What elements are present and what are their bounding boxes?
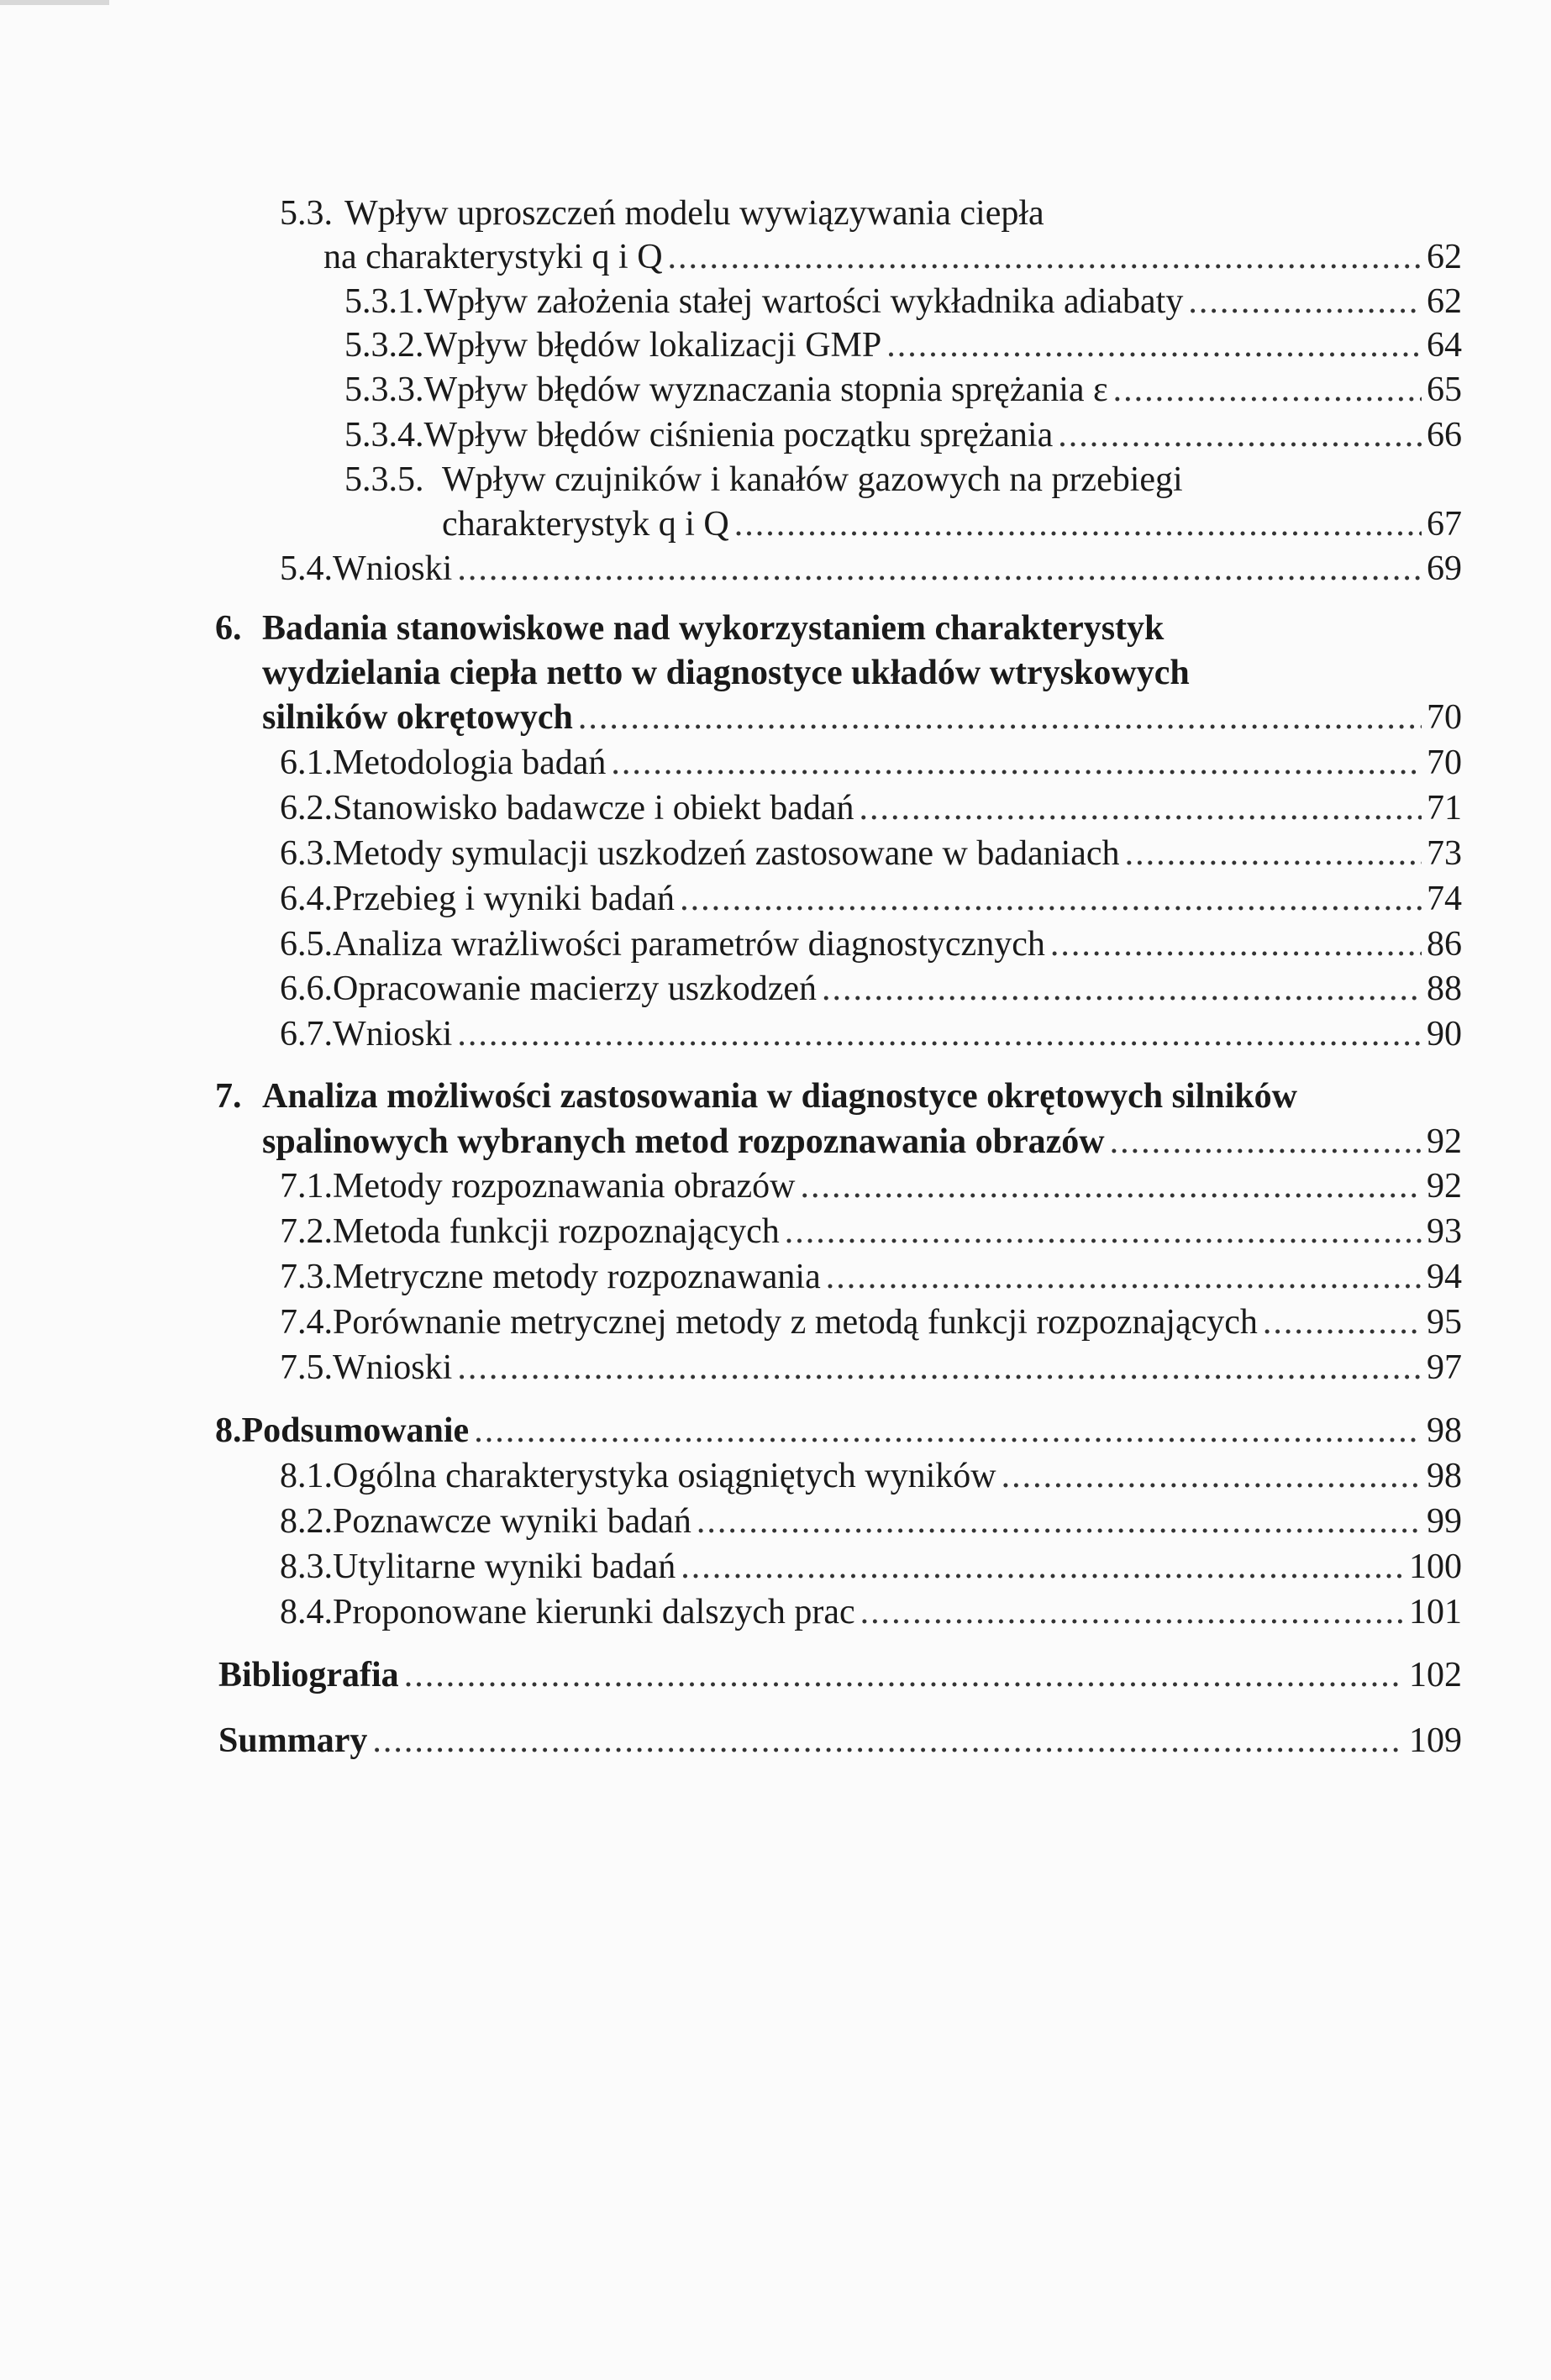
toc-entry-title: Stanowisko badawcze i obiekt badań [333,789,854,827]
toc-entry-title: Wpływ błędów wyznaczania stopnia sprężania ε [423,370,1108,409]
toc-entry-number: 5.3.4. [344,416,424,454]
toc-entry-number: 5.4. [280,549,333,588]
toc-entry-page: 71 [1427,789,1462,827]
toc-entry-page: 92 [1427,1122,1462,1161]
dot-leader [578,696,1422,739]
toc-entry-number: 6.1. [280,743,333,782]
toc-entry-title: Porównanie metrycznej metody z metodą funkcji rozpoznających [333,1303,1258,1342]
toc-entry [280,1300,1462,1344]
toc-entry-number: 5.3.1. [344,282,424,321]
toc-entry-title: Metryczne metody rozpoznawania [333,1258,821,1296]
toc-entry [344,280,1462,323]
toc-entry-number: 5.3.2. [344,326,424,365]
toc-entry-number: 6.3. [280,834,333,873]
toc-entry-number: 6.6. [280,969,333,1008]
toc-entry-page: 100 [1409,1547,1462,1586]
dot-leader [800,1164,1422,1208]
toc-entry [280,1500,1462,1543]
toc-entry-title: charakterystyk q i Q [442,505,729,544]
toc-entry-number: 7.5. [280,1348,333,1387]
toc-entry-page: 90 [1427,1015,1462,1053]
dot-leader [1113,368,1422,412]
toc-entry [280,1255,1462,1299]
toc-entry-number: 6.7. [280,1015,333,1053]
toc-entry [280,786,1462,830]
toc-entry-number: 8.1. [280,1457,333,1495]
dot-leader [668,235,1422,279]
toc-entry-title: Metody symulacji uszkodzeń zastosowane w badaniach [333,834,1120,873]
dot-leader [681,1545,1404,1589]
dot-leader [822,967,1422,1011]
toc-entry-number: 8. [215,1411,242,1450]
toc-entry [280,832,1462,875]
toc-entry [262,651,1462,695]
toc-entry-page: 67 [1427,505,1462,544]
dot-leader [1058,413,1422,457]
toc-entry-page: 88 [1427,969,1462,1008]
toc-entry-title: Wpływ błędów ciśnienia początku sprężania [423,416,1054,454]
toc-entry [280,741,1462,785]
toc-entry [442,502,1462,546]
toc-entry [280,1012,1462,1056]
toc-entry [280,967,1462,1011]
toc-entry-page: 93 [1427,1212,1462,1251]
toc-entry-number: 6.5. [280,925,333,964]
toc-entry [218,1719,1462,1763]
toc-entry-page: 74 [1427,880,1462,918]
dot-leader [404,1653,1404,1697]
toc-entry-title: Podsumowanie [241,1411,470,1450]
toc-entry-title: Utylitarne wyniki badań [333,1547,676,1586]
toc-entry-page: 86 [1427,925,1462,964]
toc-entry-number: 6.2. [280,789,333,827]
dot-leader [457,1346,1422,1390]
dot-leader [1110,1120,1422,1164]
toc-entry-title: Analiza wrażliwości parametrów diagnostycznych [333,925,1045,964]
toc-entry-title: Wnioski [333,1348,453,1387]
dot-leader [680,877,1422,921]
toc-entry-number: 7.1. [280,1167,333,1206]
toc-entry-page: 62 [1427,282,1462,321]
toc-entry-title: Metoda funkcji rozpoznających [333,1212,780,1251]
dot-leader [785,1210,1422,1253]
toc-entry [280,1210,1462,1253]
toc-entry-title: silników okrętowych [262,698,573,737]
dot-leader [1125,832,1422,875]
toc-entry [280,1454,1462,1498]
dot-leader [457,1012,1422,1056]
toc-entry-title: Summary [218,1721,368,1760]
toc-entry-title: Przebieg i wyniki badań [333,880,676,918]
toc-entry-page: 101 [1409,1593,1462,1631]
toc-entry [280,1346,1462,1390]
toc-entry [344,413,1462,457]
dot-leader [1002,1454,1422,1498]
toc-entry [215,1074,1462,1118]
toc-entry-page: 92 [1427,1167,1462,1206]
toc-entry-title: Wpływ uproszczeń modelu wywiązywania ciepła [344,194,1044,233]
toc-entry [344,368,1462,412]
toc-entry-number: 8.4. [280,1593,333,1631]
dot-leader [1050,922,1422,966]
toc-entry-number: 7.2. [280,1212,333,1251]
toc-entry [218,1653,1462,1697]
toc-entry-number: 8.2. [280,1502,333,1541]
dot-leader [886,323,1422,367]
toc-entry-number: 6.4. [280,880,333,918]
toc-entry-title: Bibliografia [218,1656,399,1694]
toc-entry-title: Metody rozpoznawania obrazów [333,1167,796,1206]
toc-entry-page: 65 [1427,370,1462,409]
dot-leader [734,502,1422,546]
toc-entry-title: spalinowych wybranych metod rozpoznawania obrazów [262,1122,1105,1161]
toc-entry-title: Wpływ czujników i kanałów gazowych na przebiegi [442,460,1183,499]
dot-leader [611,741,1422,785]
toc-entry-title: Wpływ założenia stałej wartości wykładnika adiabaty [423,282,1184,321]
toc-entry-title: wydzielania ciepła netto w diagnostyce układów wtryskowych [262,654,1190,692]
toc-entry-page: 95 [1427,1303,1462,1342]
dot-leader [697,1500,1422,1543]
dot-leader [859,786,1422,830]
toc-entry-title: na charakterystyki q i Q [323,238,663,276]
toc-entry-number: 6. [215,609,242,648]
toc-entry-page: 97 [1427,1348,1462,1387]
toc-entry-title: Wpływ błędów lokalizacji GMP [423,326,882,365]
toc-entry [323,235,1462,279]
toc-entry-title: Opracowanie macierzy uszkodzeń [333,969,818,1008]
toc-entry-title: Wnioski [333,549,453,588]
toc-entry-title: Badania stanowiskowe nad wykorzystaniem charakterystyk [262,609,1165,648]
dot-leader [474,1409,1422,1453]
toc-entry-page: 98 [1427,1457,1462,1495]
toc-entry [280,1545,1462,1589]
toc-entry-page: 70 [1427,698,1462,737]
toc-entry-number: 5.3.5. [344,460,424,499]
dot-leader [860,1590,1404,1634]
toc-entry-number: 7. [215,1077,242,1116]
dot-leader [1188,280,1422,323]
toc-entry-page: 62 [1427,238,1462,276]
toc-entry-title: Wnioski [333,1015,453,1053]
toc-entry [215,607,1462,650]
toc-entry-title: Metodologia badań [333,743,607,782]
toc-entry [215,1409,1462,1453]
toc-entry-page: 98 [1427,1411,1462,1450]
toc-entry-page: 109 [1409,1721,1462,1760]
toc-entry-number: 8.3. [280,1547,333,1586]
toc-entry-page: 73 [1427,834,1462,873]
toc-entry-page: 99 [1427,1502,1462,1541]
toc-entry-number: 7.4. [280,1303,333,1342]
toc-entry-page: 69 [1427,549,1462,588]
toc-entry [280,1590,1462,1634]
toc-entry-page: 94 [1427,1258,1462,1296]
toc-entry [280,877,1462,921]
dot-leader [826,1255,1422,1299]
toc-entry [262,696,1462,739]
toc-entry [262,1120,1462,1164]
toc-entry [344,458,1462,502]
toc-entry-number: 5.3.3. [344,370,424,409]
toc-entry-number: 5.3. [280,194,333,233]
toc-entry-page: 66 [1427,416,1462,454]
toc-entry-title: Ogólna charakterystyka osiągniętych wyników [333,1457,996,1495]
toc-entry-page: 102 [1409,1656,1462,1694]
toc-entry-title: Analiza możliwości zastosowania w diagnostyce okrętowych silników [262,1077,1297,1116]
toc-entry-page: 64 [1427,326,1462,365]
toc-entry-number: 7.3. [280,1258,333,1296]
toc-entry [280,1164,1462,1208]
dot-leader [1263,1300,1422,1344]
toc-entry [280,547,1462,591]
toc-entry [344,323,1462,367]
toc-entry [280,192,1462,235]
dot-leader [372,1719,1404,1763]
toc-entry-page: 70 [1427,743,1462,782]
toc-entry-title: Proponowane kierunki dalszych prac [333,1593,855,1631]
toc-entry [280,922,1462,966]
dot-leader [457,547,1422,591]
toc-entry-title: Poznawcze wyniki badań [333,1502,691,1541]
